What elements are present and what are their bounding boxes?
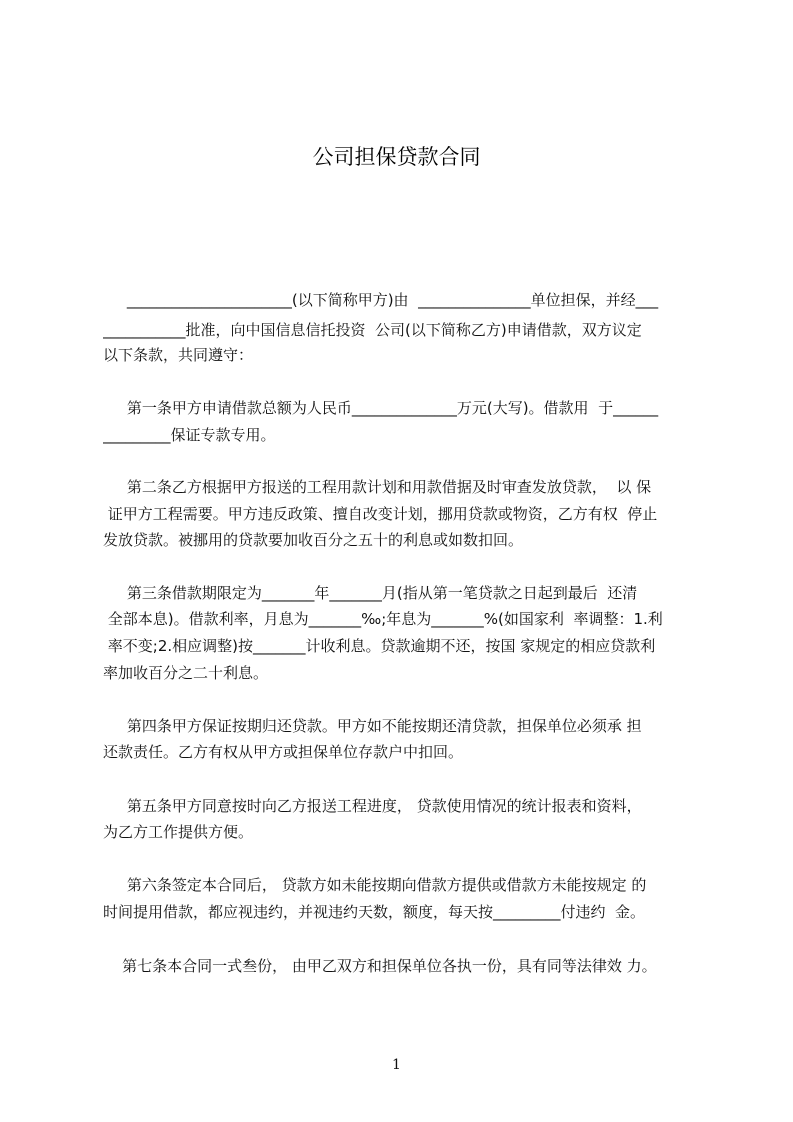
article4-line-1: 第四条甲方保证按期归还贷款。甲方如不能按期还清贷款，担保单位必须承 担 <box>103 717 642 735</box>
article4-line-2: 还款责任。乙方有权从甲方或担保单位存款户中扣回。 <box>103 743 464 761</box>
article5-line-1: 第五条甲方同意按时向乙方报送工程进度， 贷款使用情况的统计报表和资料， <box>103 797 642 815</box>
article3-line-2: 全部本息)。借款利率，月息为_______‰;年息为_______%(如国家利 率调整：1.利 <box>103 610 663 628</box>
intro-line-1: ______________________(以下简称甲方)由 _______________单位担保，并经___ <box>103 291 659 309</box>
document-title: 公司担保贷款合同 <box>312 145 481 169</box>
article2-line-2: 证甲方工程需要。甲方违反政策、擅自改变计划，挪用贷款或物资，乙方有权 停止 <box>103 505 658 523</box>
article3-line-1: 第三条借款期限定为_______年_______月(指从第一笔贷款之日起到最后 还清 <box>103 584 638 602</box>
article6-line-1: 第六条签定本合同后， 贷款方如未能按期向借款方提供或借款方未能按规定 的 <box>103 876 647 894</box>
intro-line-3: 以下条款，共同遵守： <box>103 346 254 364</box>
article2-line-3: 发放贷款。被挪用的贷款要加收百分之五十的利息或如数扣回。 <box>103 531 524 549</box>
article1-line-2: _________保证专款专用。 <box>103 426 276 444</box>
article7-line-1: 第七条本合同一式叁份， 由甲乙双方和担保单位各执一份，具有同等法律效 力。 <box>103 957 657 975</box>
intro-line-2: ___________批准，向中国信息信托投资 公司(以下简称乙方)申请借款，双方议定 <box>103 321 642 339</box>
article1-line-1: 第一条甲方申请借款总额为人民币______________万元(大写)。借款用 于______ <box>103 399 659 417</box>
article3-line-4: 率加收百分之二十利息。 <box>103 664 269 682</box>
article5-line-2: 为乙方工作提供方便。 <box>103 823 254 841</box>
article3-line-3: 率不变;2.相应调整)按_______计收利息。贷款逾期不还，按国 家规定的相应贷款利 <box>103 637 656 655</box>
article6-line-2: 时间提用借款，都应视违约，并视违约天数，额度，每天按_________付违约 金。 <box>103 903 646 921</box>
article2-line-1: 第二条乙方根据甲方报送的工程用款计划和用款借据及时审查发放贷款， 以 保 <box>103 478 652 496</box>
page-number: 1 <box>392 1057 401 1073</box>
